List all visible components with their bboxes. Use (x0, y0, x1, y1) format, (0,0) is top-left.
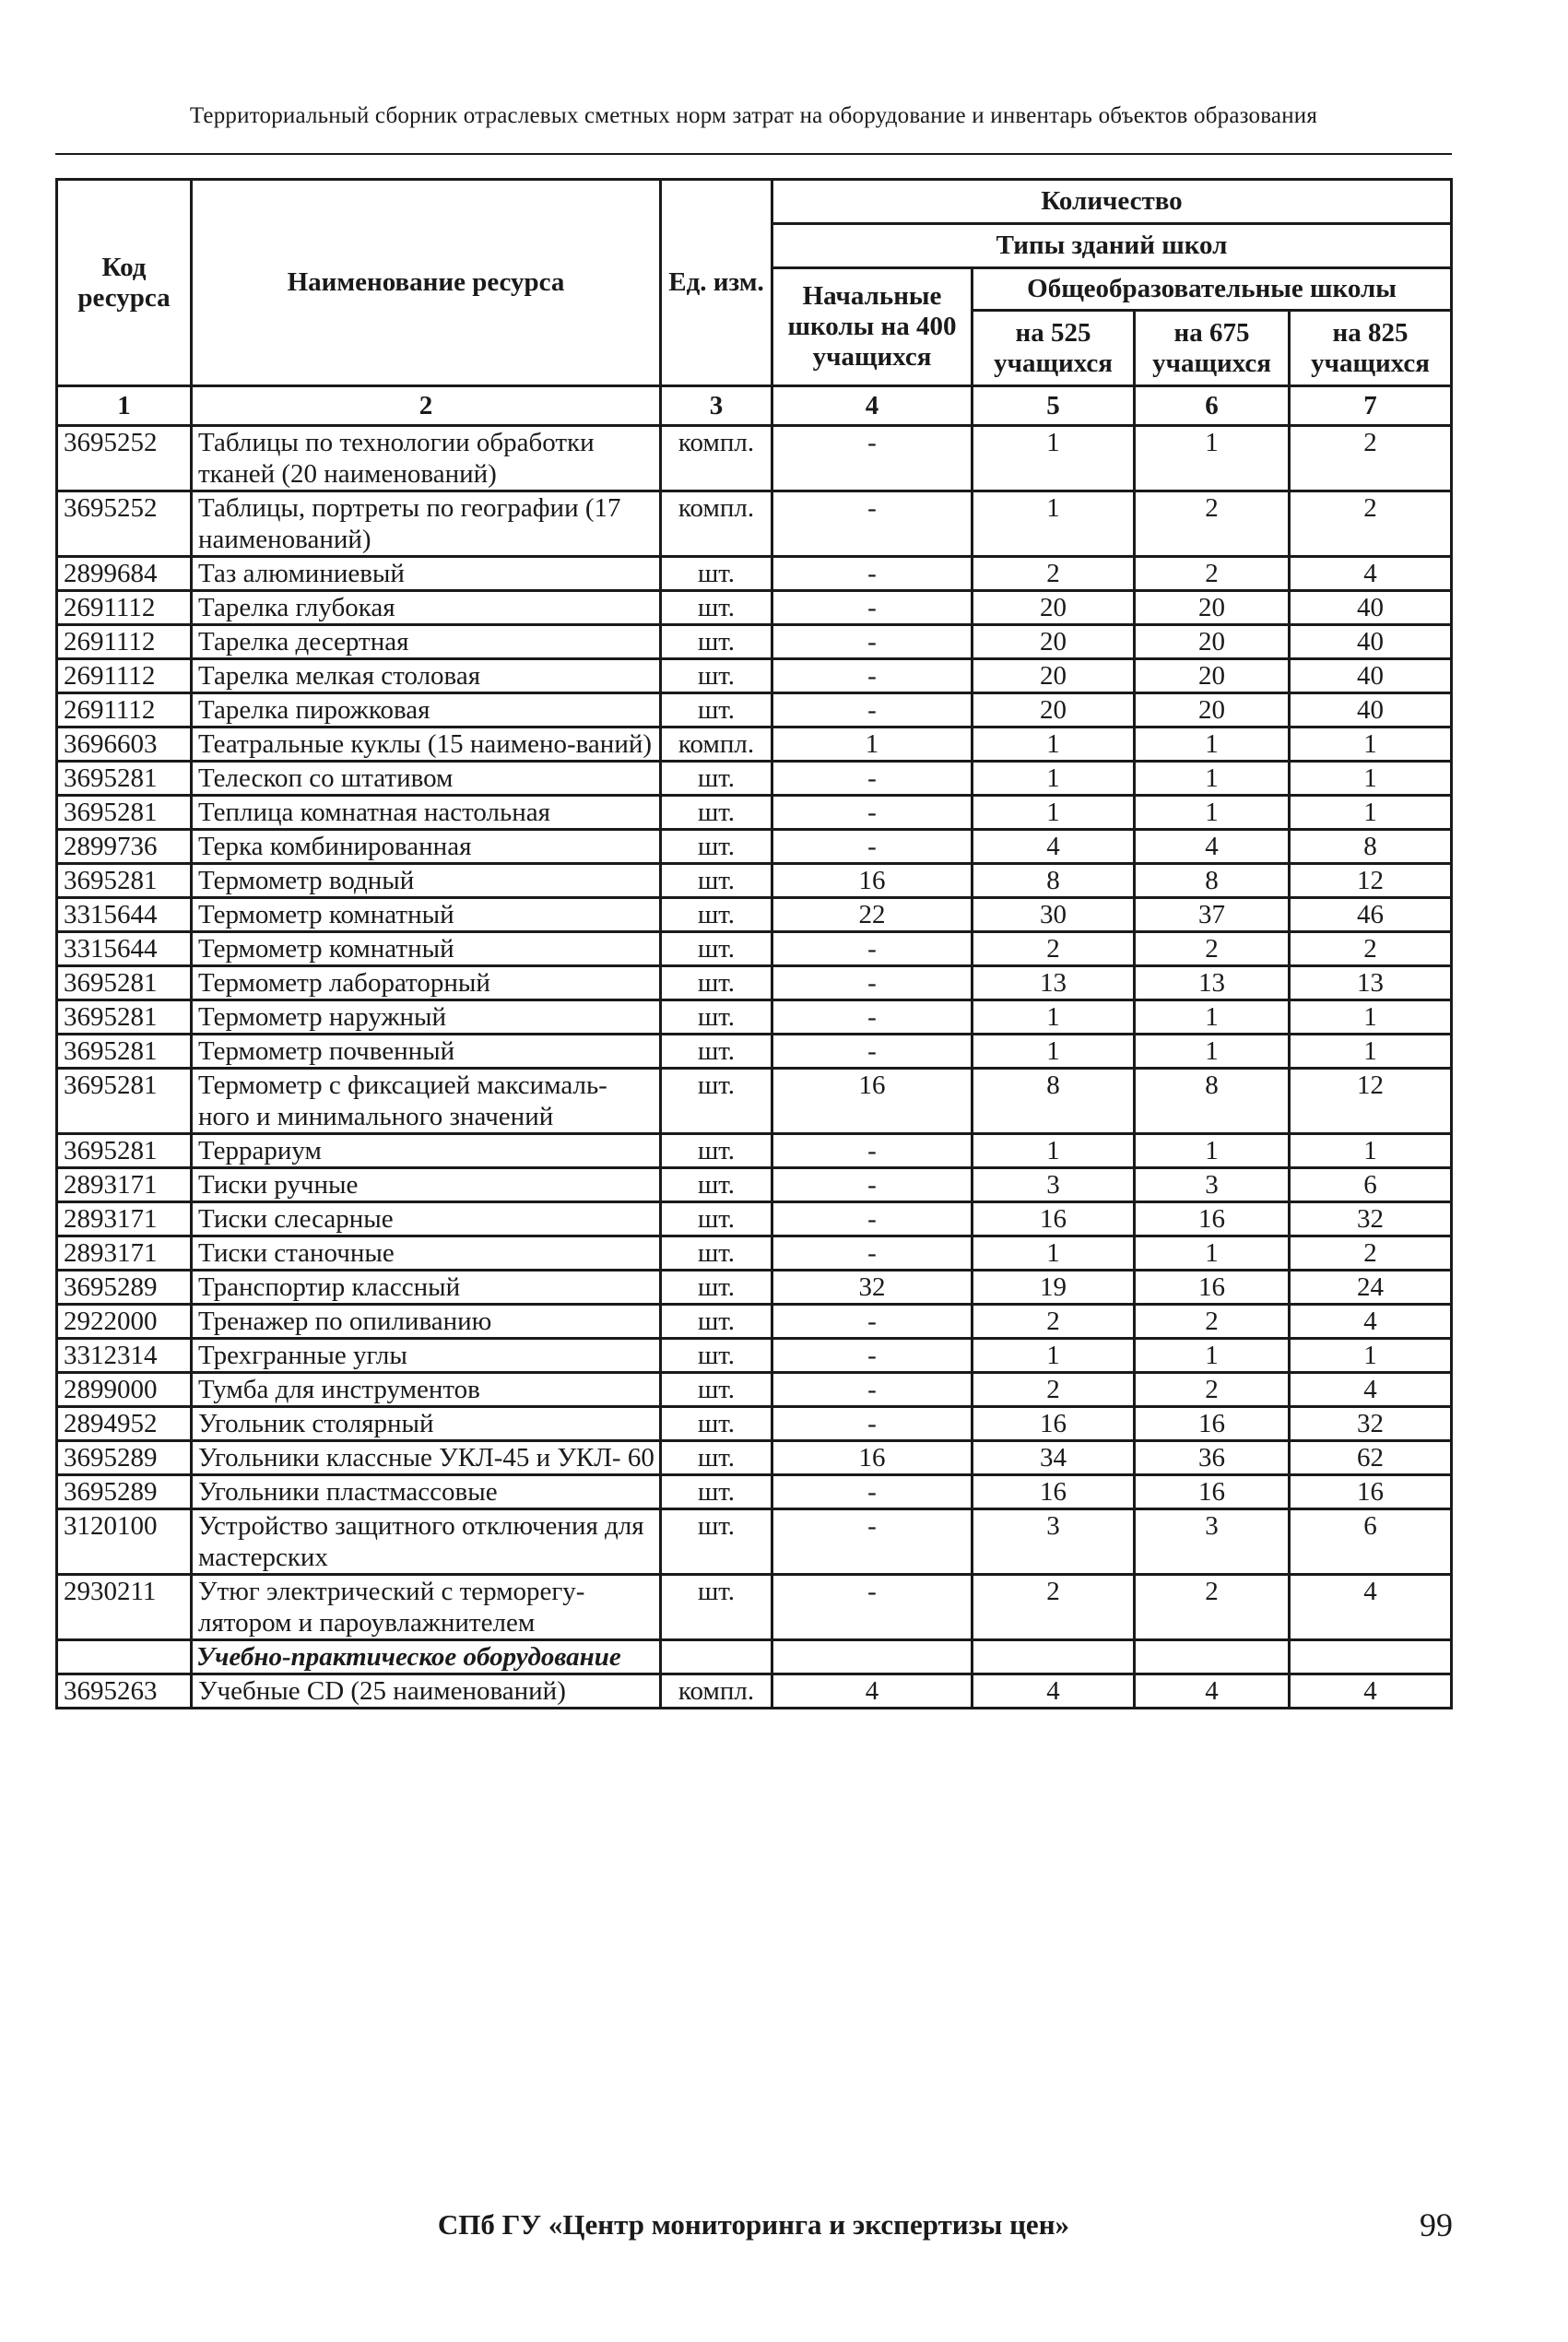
header-code: Код ресурса (57, 180, 192, 386)
resource-name: Термометр комнатный (192, 932, 661, 966)
unit: шт. (661, 591, 772, 625)
unit: шт. (661, 1202, 772, 1236)
qty-675: 1 (1135, 1134, 1290, 1168)
resource-name: Тиски ручные (192, 1168, 661, 1202)
column-number: 6 (1135, 386, 1290, 426)
resource-name: Термометр почвенный (192, 1035, 661, 1069)
resource-name: Тарелка глубокая (192, 591, 661, 625)
resource-code: 2691112 (57, 693, 192, 727)
resource-name: Тарелка мелкая столовая (192, 659, 661, 693)
qty-400: - (772, 557, 973, 591)
qty-525: 16 (973, 1202, 1135, 1236)
qty-825: 1 (1290, 796, 1452, 830)
qty-400: - (772, 1305, 973, 1339)
qty-400: - (772, 491, 973, 557)
resource-name: Термометр комнатный (192, 898, 661, 932)
unit: шт. (661, 898, 772, 932)
qty-675: 3 (1135, 1168, 1290, 1202)
qty-400: - (772, 1373, 973, 1407)
table-row (57, 1475, 1452, 1509)
qty-825: 4 (1290, 1674, 1452, 1709)
qty-675: 1 (1135, 1000, 1290, 1035)
resource-code: 3312314 (57, 1339, 192, 1373)
resource-code: 3695263 (57, 1674, 192, 1709)
qty-400: - (772, 426, 973, 491)
unit: компл. (661, 727, 772, 762)
unit: шт. (661, 1035, 772, 1069)
qty-825: 1 (1290, 1000, 1452, 1035)
resource-name: Трехгранные углы (192, 1339, 661, 1373)
resource-name: Термометр наружный (192, 1000, 661, 1035)
qty-675: 1 (1135, 796, 1290, 830)
qty-400: - (772, 1339, 973, 1373)
qty-825: 4 (1290, 557, 1452, 591)
resource-name: Утюг электрический с терморегу-лятором и пароувлажнителем (192, 1575, 661, 1640)
resource-name: Тумба для инструментов (192, 1373, 661, 1407)
header-525: на 525 учащихся (973, 311, 1135, 386)
qty-675: 1 (1135, 426, 1290, 491)
qty-825: 62 (1290, 1441, 1452, 1475)
table-row (57, 1000, 1452, 1035)
table-row (57, 491, 1452, 557)
qty-400: - (772, 591, 973, 625)
qty-525: 8 (973, 1069, 1135, 1134)
resource-code: 2893171 (57, 1236, 192, 1271)
qty-675: 20 (1135, 591, 1290, 625)
table-row (57, 1441, 1452, 1475)
table-row (57, 1575, 1452, 1640)
qty-675: 2 (1135, 1373, 1290, 1407)
qty-675: 1 (1135, 1236, 1290, 1271)
table-row (57, 1674, 1452, 1709)
qty-825: 2 (1290, 1236, 1452, 1271)
resource-code: 3695281 (57, 1035, 192, 1069)
qty-525: 34 (973, 1441, 1135, 1475)
qty-525: 1 (973, 796, 1135, 830)
resource-code: 2930211 (57, 1575, 192, 1640)
qty-825: 6 (1290, 1168, 1452, 1202)
resource-code: 2691112 (57, 591, 192, 625)
resource-code: 3695281 (57, 864, 192, 898)
table-row (57, 1134, 1452, 1168)
table-row (57, 1202, 1452, 1236)
qty-675: 13 (1135, 966, 1290, 1000)
qty-525: 1 (973, 1035, 1135, 1069)
resource-name: Учебные CD (25 наименований) (192, 1674, 661, 1709)
table-row (57, 1035, 1452, 1069)
qty-525: 2 (973, 1575, 1135, 1640)
empty-cell (973, 1640, 1135, 1674)
qty-825: 32 (1290, 1202, 1452, 1236)
qty-525: 1 (973, 1000, 1135, 1035)
qty-400: - (772, 1407, 973, 1441)
empty-cell (661, 1640, 772, 1674)
resource-code: 2893171 (57, 1168, 192, 1202)
table-row (57, 966, 1452, 1000)
unit: шт. (661, 932, 772, 966)
unit: шт. (661, 966, 772, 1000)
unit: шт. (661, 796, 772, 830)
resource-code: 2899736 (57, 830, 192, 864)
unit: шт. (661, 1373, 772, 1407)
table-row (57, 1069, 1452, 1134)
qty-400: - (772, 693, 973, 727)
qty-675: 20 (1135, 693, 1290, 727)
table-row (57, 1509, 1452, 1575)
unit: компл. (661, 426, 772, 491)
table-row (57, 830, 1452, 864)
qty-525: 3 (973, 1509, 1135, 1575)
qty-525: 1 (973, 1339, 1135, 1373)
resource-name: Теплица комнатная настольная (192, 796, 661, 830)
resource-name: Термометр лабораторный (192, 966, 661, 1000)
qty-525: 1 (973, 727, 1135, 762)
qty-400: - (772, 1000, 973, 1035)
resource-name: Устройство защитного отключения для мастерских (192, 1509, 661, 1575)
unit: шт. (661, 762, 772, 796)
resource-code: 2893171 (57, 1202, 192, 1236)
resource-code: 3695281 (57, 1069, 192, 1134)
table-row (57, 1373, 1452, 1407)
resource-name: Угольник столярный (192, 1407, 661, 1441)
unit: шт. (661, 625, 772, 659)
qty-675: 16 (1135, 1202, 1290, 1236)
resource-name: Тарелка пирожковая (192, 693, 661, 727)
column-number: 4 (772, 386, 973, 426)
resource-code: 2899000 (57, 1373, 192, 1407)
column-number: 1 (57, 386, 192, 426)
qty-525: 1 (973, 491, 1135, 557)
unit: шт. (661, 1407, 772, 1441)
unit: шт. (661, 1069, 772, 1134)
qty-400: - (772, 1035, 973, 1069)
resource-code: 2894952 (57, 1407, 192, 1441)
qty-825: 40 (1290, 693, 1452, 727)
table-row (57, 1339, 1452, 1373)
qty-675: 2 (1135, 932, 1290, 966)
qty-525: 1 (973, 762, 1135, 796)
table-row (57, 1305, 1452, 1339)
qty-525: 20 (973, 693, 1135, 727)
unit: шт. (661, 557, 772, 591)
resource-name: Термометр водный (192, 864, 661, 898)
unit: шт. (661, 693, 772, 727)
qty-400: 16 (772, 1441, 973, 1475)
section-title: Учебно-практическое оборудование (192, 1640, 661, 1674)
qty-675: 20 (1135, 625, 1290, 659)
resource-name: Таз алюминиевый (192, 557, 661, 591)
resource-name: Угольники пластмассовые (192, 1475, 661, 1509)
unit: компл. (661, 491, 772, 557)
qty-400: - (772, 1236, 973, 1271)
table-row (57, 727, 1452, 762)
qty-825: 1 (1290, 1134, 1452, 1168)
qty-675: 4 (1135, 830, 1290, 864)
table-row (57, 762, 1452, 796)
resource-code: 3695289 (57, 1475, 192, 1509)
resource-code: 3120100 (57, 1509, 192, 1575)
qty-400: 16 (772, 864, 973, 898)
qty-400: - (772, 966, 973, 1000)
header-primary-400: Начальные школы на 400 учащихся (772, 268, 973, 386)
qty-825: 12 (1290, 1069, 1452, 1134)
table-row (57, 659, 1452, 693)
unit: шт. (661, 864, 772, 898)
qty-400: 4 (772, 1674, 973, 1709)
qty-675: 4 (1135, 1674, 1290, 1709)
header-quantity: Количество (772, 180, 1452, 224)
header-rule (55, 153, 1452, 155)
qty-400: 16 (772, 1069, 973, 1134)
unit: шт. (661, 1134, 772, 1168)
table-row (57, 932, 1452, 966)
resource-name: Таблицы по технологии обработки тканей (20 наименований) (192, 426, 661, 491)
table-row (57, 557, 1452, 591)
table-row (57, 426, 1452, 491)
qty-825: 16 (1290, 1475, 1452, 1509)
table-row (57, 625, 1452, 659)
resource-code: 3315644 (57, 932, 192, 966)
qty-825: 40 (1290, 659, 1452, 693)
resource-code: 3695281 (57, 966, 192, 1000)
empty-cell (57, 1640, 192, 1674)
qty-675: 1 (1135, 1339, 1290, 1373)
qty-400: - (772, 932, 973, 966)
qty-825: 1 (1290, 1339, 1452, 1373)
qty-675: 16 (1135, 1407, 1290, 1441)
table-row (57, 591, 1452, 625)
empty-cell (772, 1640, 973, 1674)
unit: шт. (661, 1475, 772, 1509)
qty-675: 2 (1135, 557, 1290, 591)
qty-825: 4 (1290, 1373, 1452, 1407)
resource-code: 3695252 (57, 491, 192, 557)
column-number-row (57, 386, 1452, 426)
column-number: 3 (661, 386, 772, 426)
resource-code: 3695281 (57, 796, 192, 830)
qty-825: 24 (1290, 1271, 1452, 1305)
resource-code: 3695281 (57, 1000, 192, 1035)
qty-825: 6 (1290, 1509, 1452, 1575)
qty-525: 19 (973, 1271, 1135, 1305)
qty-400: - (772, 830, 973, 864)
qty-675: 3 (1135, 1509, 1290, 1575)
qty-825: 1 (1290, 727, 1452, 762)
resource-name: Тренажер по опиливанию (192, 1305, 661, 1339)
qty-675: 36 (1135, 1441, 1290, 1475)
section-row (57, 1640, 1452, 1674)
resource-name: Телескоп со штативом (192, 762, 661, 796)
qty-525: 4 (973, 1674, 1135, 1709)
resource-code: 3695289 (57, 1441, 192, 1475)
table-row (57, 1168, 1452, 1202)
qty-525: 2 (973, 1373, 1135, 1407)
header-general-schools: Общеобразовательные школы (973, 268, 1452, 311)
resource-code: 3695281 (57, 1134, 192, 1168)
resource-name: Термометр с фиксацией максималь-ного и минимального значений (192, 1069, 661, 1134)
qty-525: 1 (973, 426, 1135, 491)
unit: шт. (661, 1575, 772, 1640)
unit: шт. (661, 1509, 772, 1575)
qty-525: 1 (973, 1134, 1135, 1168)
qty-400: - (772, 762, 973, 796)
empty-cell (1290, 1640, 1452, 1674)
column-number: 2 (192, 386, 661, 426)
qty-825: 4 (1290, 1575, 1452, 1640)
resource-code: 3695252 (57, 426, 192, 491)
unit: шт. (661, 1305, 772, 1339)
qty-675: 2 (1135, 491, 1290, 557)
running-header: Территориальный сборник отраслевых сметных норм затрат на оборудование и инвентарь объектов образования (189, 103, 1318, 128)
page-number: 99 (1420, 2206, 1453, 2243)
qty-525: 4 (973, 830, 1135, 864)
qty-525: 16 (973, 1407, 1135, 1441)
qty-400: - (772, 796, 973, 830)
table-row (57, 693, 1452, 727)
qty-825: 8 (1290, 830, 1452, 864)
resource-name: Угольники классные УКЛ-45 и УКЛ- 60 (192, 1441, 661, 1475)
unit: шт. (661, 1000, 772, 1035)
resource-code: 3315644 (57, 898, 192, 932)
resource-table (55, 178, 1453, 1709)
unit: шт. (661, 1236, 772, 1271)
qty-825: 40 (1290, 591, 1452, 625)
qty-400: - (772, 1168, 973, 1202)
resource-code: 2922000 (57, 1305, 192, 1339)
table-row (57, 864, 1452, 898)
qty-675: 2 (1135, 1305, 1290, 1339)
qty-525: 2 (973, 1305, 1135, 1339)
qty-525: 20 (973, 625, 1135, 659)
qty-675: 8 (1135, 1069, 1290, 1134)
footer-organization: СПб ГУ «Центр мониторинга и экспертизы цен» (437, 2208, 1070, 2241)
qty-525: 16 (973, 1475, 1135, 1509)
unit: шт. (661, 1339, 772, 1373)
unit: шт. (661, 830, 772, 864)
qty-525: 1 (973, 1236, 1135, 1271)
qty-825: 2 (1290, 932, 1452, 966)
qty-525: 30 (973, 898, 1135, 932)
table-row (57, 1271, 1452, 1305)
unit: шт. (661, 659, 772, 693)
unit: шт. (661, 1441, 772, 1475)
qty-525: 2 (973, 932, 1135, 966)
qty-675: 37 (1135, 898, 1290, 932)
qty-525: 8 (973, 864, 1135, 898)
resource-name: Терка комбинированная (192, 830, 661, 864)
qty-400: 1 (772, 727, 973, 762)
qty-675: 16 (1135, 1271, 1290, 1305)
qty-675: 1 (1135, 1035, 1290, 1069)
qty-400: - (772, 1509, 973, 1575)
qty-525: 3 (973, 1168, 1135, 1202)
resource-code: 3695289 (57, 1271, 192, 1305)
qty-825: 40 (1290, 625, 1452, 659)
table-row (57, 796, 1452, 830)
qty-825: 4 (1290, 1305, 1452, 1339)
resource-code: 2899684 (57, 557, 192, 591)
header-825: на 825 учащихся (1290, 311, 1452, 386)
qty-675: 8 (1135, 864, 1290, 898)
qty-400: - (772, 625, 973, 659)
header-name: Наименование ресурса (192, 180, 661, 386)
resource-code: 3695281 (57, 762, 192, 796)
resource-code: 2691112 (57, 659, 192, 693)
resource-name: Тиски слесарные (192, 1202, 661, 1236)
resource-name: Тарелка десертная (192, 625, 661, 659)
qty-400: - (772, 1575, 973, 1640)
qty-400: - (772, 1202, 973, 1236)
qty-400: 22 (772, 898, 973, 932)
qty-825: 2 (1290, 491, 1452, 557)
qty-825: 12 (1290, 864, 1452, 898)
qty-675: 1 (1135, 727, 1290, 762)
table-row (57, 1236, 1452, 1271)
resource-name: Транспортир классный (192, 1271, 661, 1305)
unit: шт. (661, 1168, 772, 1202)
qty-400: - (772, 659, 973, 693)
header-building-types: Типы зданий школ (772, 224, 1452, 268)
qty-675: 20 (1135, 659, 1290, 693)
column-number: 5 (973, 386, 1135, 426)
table-row (57, 1407, 1452, 1441)
header-unit: Ед. изм. (661, 180, 772, 386)
qty-825: 2 (1290, 426, 1452, 491)
unit: шт. (661, 1271, 772, 1305)
resource-name: Таблицы, портреты по географии (17 наименований) (192, 491, 661, 557)
qty-525: 2 (973, 557, 1135, 591)
qty-400: - (772, 1134, 973, 1168)
resource-name: Театральные куклы (15 наимено-ваний) (192, 727, 661, 762)
resource-name: Тиски станочные (192, 1236, 661, 1271)
qty-675: 2 (1135, 1575, 1290, 1640)
qty-675: 16 (1135, 1475, 1290, 1509)
qty-825: 13 (1290, 966, 1452, 1000)
qty-675: 1 (1135, 762, 1290, 796)
qty-525: 13 (973, 966, 1135, 1000)
qty-525: 20 (973, 591, 1135, 625)
qty-825: 32 (1290, 1407, 1452, 1441)
empty-cell (1135, 1640, 1290, 1674)
qty-825: 46 (1290, 898, 1452, 932)
qty-825: 1 (1290, 762, 1452, 796)
qty-525: 20 (973, 659, 1135, 693)
qty-825: 1 (1290, 1035, 1452, 1069)
resource-name: Террариум (192, 1134, 661, 1168)
resource-code: 3696603 (57, 727, 192, 762)
table-row (57, 898, 1452, 932)
unit: компл. (661, 1674, 772, 1709)
column-number: 7 (1290, 386, 1452, 426)
qty-400: - (772, 1475, 973, 1509)
qty-400: 32 (772, 1271, 973, 1305)
resource-code: 2691112 (57, 625, 192, 659)
header-675: на 675 учащихся (1135, 311, 1290, 386)
